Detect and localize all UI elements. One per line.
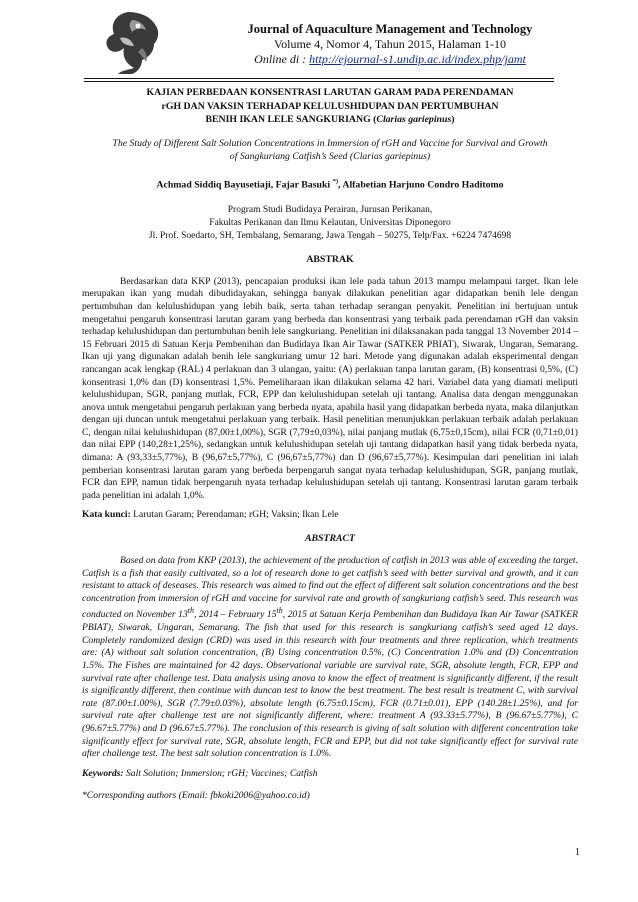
title-id-line-3 xyxy=(82,113,578,127)
authors-rest: , Alfabetian Harjuno Condro Haditomo xyxy=(338,178,504,190)
abstract-sup-1: th xyxy=(187,606,194,616)
title-en-line-1: The Study of Different Salt Solution Concentrations in Immersion of rGH and Vaccine for Survival and Growth xyxy=(112,137,548,149)
title-id-line-1: KAJIAN PERBEDAAN KONSENTRASI LARUTAN GARAM PADA PERENDAMAN xyxy=(146,87,514,98)
journal-online xyxy=(180,52,600,67)
journal-url-link[interactable]: http://ejournal-s1.undip.ac.id/index.php/jamt xyxy=(309,52,526,66)
journal-info xyxy=(180,22,600,67)
kata-kunci-label: Kata kunci: xyxy=(82,509,131,521)
abstract-body-part-1: Based on data from KKP (2013), the achievement of the production of catfish in 2013 was able of exceeding the target. Catfish is a fish that easily cultivated, so a lot of research done to get catfish’s seed with better survival and growth, and it can resistant to attack of deseases. This research was aimed to find out the effect of different salt solution concentrations and the best concentration from immersion of rGH and vaccine for survival rate and growth of sangkuriang catfish’s seed. This research was conducted on November 13 xyxy=(82,555,578,621)
corresponding-author: *Corresponding authors (Email: fbkoki2006@yahoo.co.id) xyxy=(82,790,310,802)
abstract-body-part-2: , 2014 – February 15 xyxy=(194,609,277,621)
title-english xyxy=(82,137,578,164)
keywords-values: Salt Solution; Immersion; rGH; Vaccines; Catfish xyxy=(123,767,318,779)
abstract-body xyxy=(82,555,578,761)
affiliation xyxy=(82,204,578,243)
species-name: Clarias gariepinus xyxy=(376,114,452,125)
kata-kunci-values: Larutan Garam; Perendaman; rGH; Vaksin; Ikan Lele xyxy=(130,509,339,521)
journal-header xyxy=(84,8,606,78)
fish-logo-icon xyxy=(98,8,164,76)
title-id-line-3-prefix: BENIH IKAN LELE SANGKURIANG ( xyxy=(205,114,377,125)
journal-volume: Volume 4, Nomor 4, Tahun 2015, Halaman 1-10 xyxy=(273,37,507,51)
abstract-heading: ABSTRACT xyxy=(304,533,356,545)
authors-first: Achmad Siddiq Bayusetiaji, Fajar Basuki xyxy=(156,178,333,190)
abstrak-body: Berdasarkan data KKP (2013), pencapaian produksi ikan lele pada tahun 2013 mampu melampaui target. Ikan lele merupakan ikan yang mudah dibudidayakan, sehingga banyak dilakukan penelitian agar didapatkan benih lele dengan pertumbuhan dan kelulushidupan yang lebih baik, serta tahan terhadap serangan penyakit. Penelitian ini bertujuan untuk mengetahui pengaruh konsentrasi larutan garam yang berbeda dan konsentrasi yang terbaik pada perendaman rGH dan vaksin terhadap kelulushidupan dan pertumbuhan benih lele sangkuriang. Penelitian ini dilaksanakan pada tanggal 13 November 2014 – 15 Februari 2015 di Satuan Kerja Pembenihan dan Budidaya Ikan Air Tawar (SATKER PBIAT), Siwarak, Ungaran, Semarang. Ikan uji yang digunakan adalah benih lele sangkuriang umur 12 hari. Metode yang digunakan adalah eksperimental dengan rancangan acak lengkap (RAL) 4 perlakuan dan 3 ulangan, yaitu: (A) perlakuan tanpa larutan garam, (B) konsentrasi 0,5%, (C) konsentrasi 1,0% dan (D) konsentrasi 1,5%. Pemeliharaan ikan dilakukan selama 42 hari. Variabel data yang diamati meliputi kelulushidupan, SGR, panjang mutlak, FCR, EPP dan kelulushidupan setelah uji tantang. Analisa data dengan menggunakan anova untuk mengetahui pengaruh perlakuan yang berbeda nyata, apabila hasil yang didapatkan berbeda nyata, maka dilanjutkan dengan uji duncan untuk mengetahui perlakuan yang terbaik. Hasil penelitian menunjukkan perlakuan terbaik adalah perlakuan C, dengan nilai kelulushidupan (87,00±1,00%), SGR (7,79±0,03%), nilai panjang mutlak (6,75±0,15cm), nilai FCR (0,71±0,01) dan nilai EPP (140,28±1,25%), sedangkan untuk kelulushidupan setelah uji tantang didapatkan hasil yang tidak berbeda nyata, dimana: A (93,33±5,77%), B (96,67±5,77%), C (96,67±5,77%) dan D (96,67±5,77%). Kesimpulan dari penelitian ini ialah pemberian konsentrasi larutan garam yang berbeda berpengaruh sangat nyata terhadap kelulushidupan, SGR, panjang mutlak, FCR dan EPP, namun tidak berpengaruh nyata terhadap kelulushidupan setelah uji tantang. Konsentrasi larutan garam terbaik pada penelitian ini adalah 1,0%. xyxy=(82,275,578,501)
title-en-line-2: of Sangkuriang Catfish’s Seed (Clarias gariepinus) xyxy=(229,151,431,162)
paper-content xyxy=(82,84,578,803)
kata-kunci xyxy=(82,509,578,522)
title-id-line-2: rGH DAN VAKSIN TERHADAP KELULUSHIDUPAN DAN PERTUMBUHAN xyxy=(161,100,499,112)
affiliation-line-3: Jl. Prof. Soedarto, SH, Tembalang, Semarang, Jawa Tengah – 50275, Telp/Fax. +6224 7474698 xyxy=(148,230,512,241)
keywords xyxy=(82,768,578,781)
online-prefix: Online di : xyxy=(254,52,310,66)
abstrak-heading: ABSTRAK xyxy=(306,253,354,265)
affiliation-line-1: Program Studi Budidaya Perairan, Jurusan Perikanan, xyxy=(227,204,433,215)
journal-title: Journal of Aquaculture Management and Technology xyxy=(247,22,533,36)
header-divider xyxy=(84,78,554,82)
keywords-label: Keywords: xyxy=(82,767,124,779)
title-indonesian xyxy=(82,86,578,127)
abstract-sup-2: th xyxy=(276,606,283,616)
affiliation-line-2: Fakultas Perikanan dan Ilmu Kelautan, Universitas Diponegoro xyxy=(209,217,451,228)
author-list xyxy=(82,175,578,191)
title-id-line-3-suffix: ) xyxy=(451,114,455,125)
corresponding-mark: *) xyxy=(332,177,339,185)
page-number: 1 xyxy=(575,847,580,858)
abstract-body-part-3: , 2015 at Satuan Kerja Pembenihan dan Budidaya Ikan Air Tawar (SATKER PBIAT), Siwarak, Ungaran, Semarang. The fish that used for this research is sangkuriang catfish’s seed aged 12 days. Completely randomized design (CRD) was used in this research with four treatments and three replication, which treatments are: (A) without salt solution concentration, (B) Using concentration 0.5%, (C) Concentration 1.0% and (D) Concentration 1.5%. The Fishes are maintained for 42 days. Observational variable are survival rate, SGR, absolute length, FCR, EPP and survival rate after challenge test. Data analysis using anova to know the effect of treatment is significantly different, if the result is significantly different, then continue with duncan test to know the best treatment. The best result is treatment C, with survival rate (87.00±1.00%), SGR (7.79±0.03%), absolute length (6.75±0.15cm), FCR (0.71±0.01), EPP (140.28±1.25%), and for survival rate after challenge test are not significantly different, where: treatment A (93.33±5.77%), B (96.67±5.77%), C (96.67±5.77%) and D (96.67±5.77%). The conclusion of this research is giving of salt solution with different concentration take significantly effect for survival rate, SGR, absolute length, FCR and EPP, but did not take significantly effect for survival rate after challenge test. The best salt solution concentration is 1.0%. xyxy=(82,609,578,760)
